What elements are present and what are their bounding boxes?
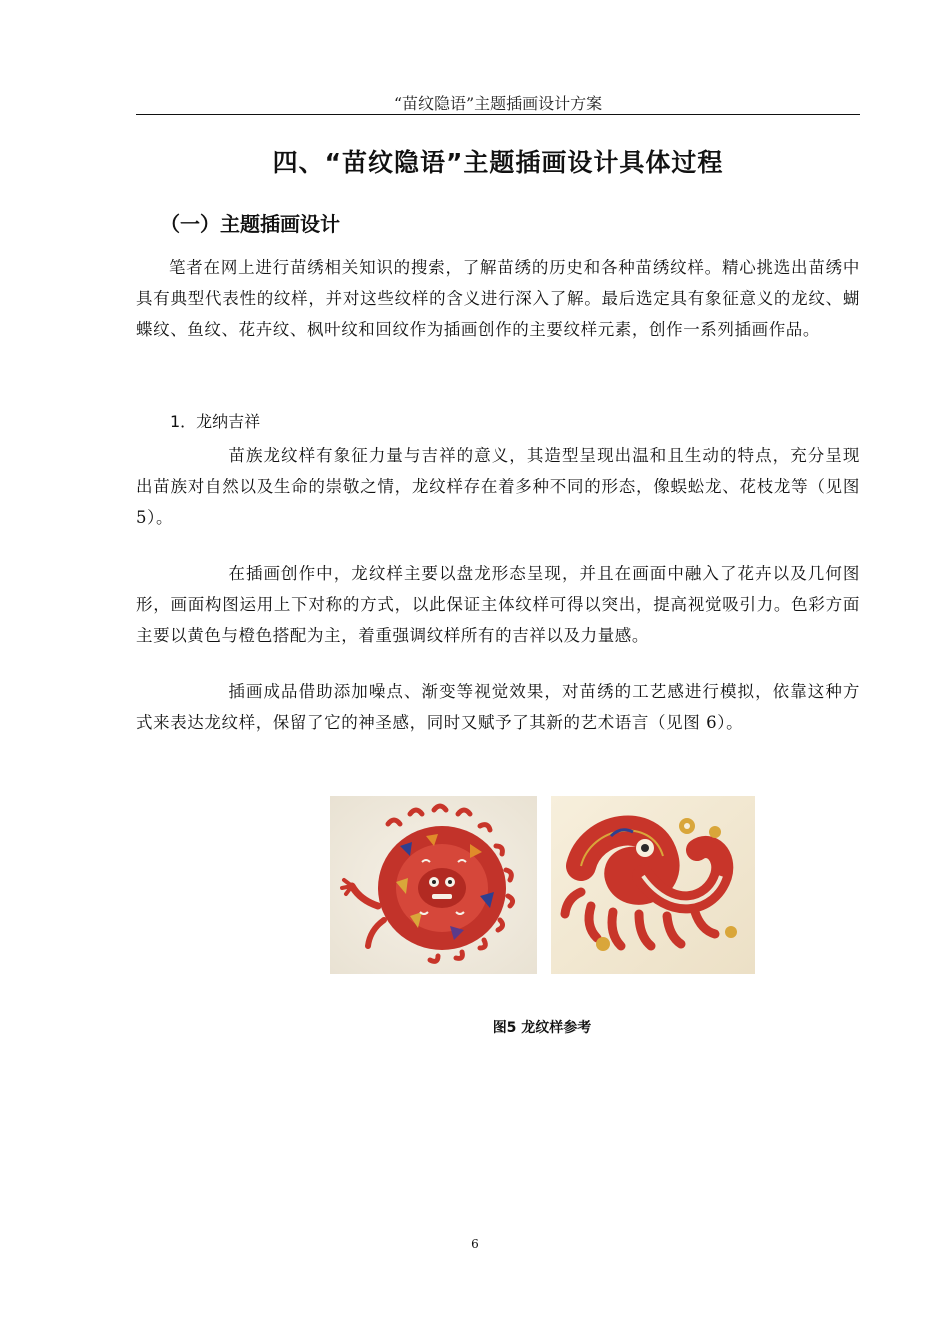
dragon-embroidery-image-right xyxy=(551,796,755,974)
intro-paragraph: 笔者在网上进行苗绣相关知识的搜索，了解苗绣的历史和各种苗绣纹样。精心挑选出苗绣中具有典型代表性的纹样，并对这些纹样的含义进行深入了解。最后选定具有象征意义的龙纹、蝴蝶纹、鱼纹、花卉纹、枫叶纹和回纹作为插画创作的主要纹样元素，创作一系列插画作品。 xyxy=(136,258,860,339)
body-paragraph-2: 在插画创作中，龙纹样主要以盘龙形态呈现，并且在画面中融入了花卉以及几何图形，画面构图运用上下对称的方式，以此保证主体纹样可得以突出，提高视觉吸引力。色彩方面主要以黄色与橙色搭配为主，着重强调纹样所有的吉祥以及力量感。 xyxy=(136,564,860,645)
subsection-heading: 1．龙纳吉祥 xyxy=(170,412,261,431)
dragon-embroidery-image-left xyxy=(330,796,537,974)
body-paragraph-1: 苗族龙纹样有象征力量与吉祥的意义，其造型呈现出温和且生动的特点，充分呈现出苗族对自然以及生命的崇敬之情，龙纹样存在着多种不同的形态，像蜈蚣龙、花枝龙等（见图 5）。 xyxy=(136,446,860,527)
page-number: 6 xyxy=(471,1237,479,1251)
header-rule xyxy=(136,114,860,115)
figure-caption: 图5 龙纹样参考 xyxy=(492,1020,592,1036)
body-paragraph-3: 插画成品借助添加噪点、渐变等视觉效果，对苗绣的工艺感进行模拟，依靠这种方式来表达龙纹样，保留了它的神圣感，同时又赋予了其新的艺术语言（见图 6）。 xyxy=(136,682,860,732)
chapter-title: 四、“苗纹隐语”主题插画设计具体过程 xyxy=(272,148,724,177)
running-header: “苗纹隐语”主题插画设计方案 xyxy=(393,94,603,113)
section-heading: （一）主题插画设计 xyxy=(160,212,340,236)
